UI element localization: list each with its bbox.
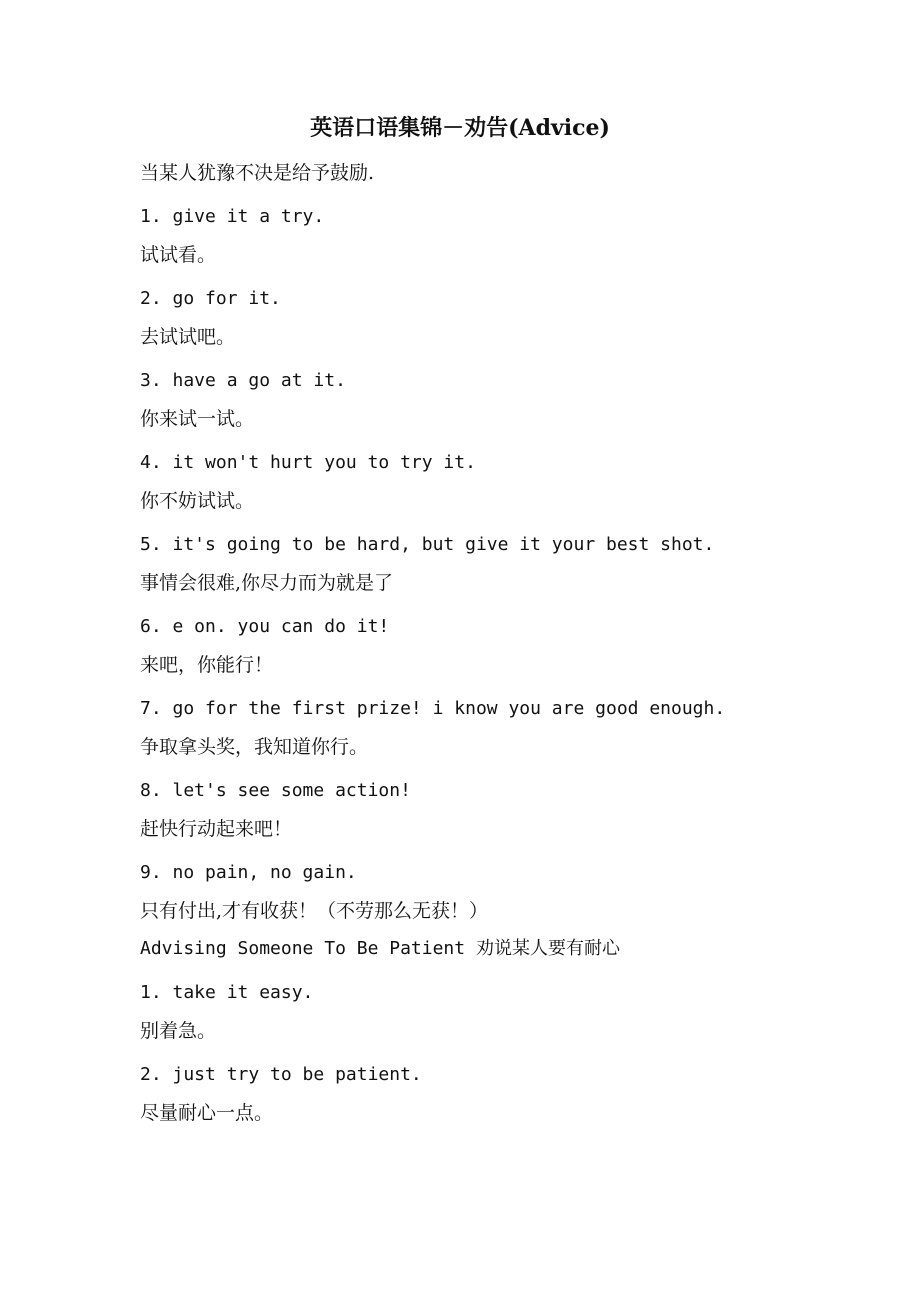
document-title: 英语口语集锦－劝告(Advice) — [310, 115, 610, 141]
phrase-en: 9. no pain, no gain. — [140, 862, 357, 883]
phrase-en: 3. have a go at it. — [140, 370, 346, 391]
phrase-en: 1. take it easy. — [140, 982, 314, 1003]
phrase-en: 2. just try to be patient. — [140, 1064, 422, 1085]
phrase-zh: 赶快行动起来吧！ — [140, 818, 293, 840]
section-heading: Advising Someone To Be Patient 劝说某人要有耐心 — [140, 938, 620, 959]
phrase-en: 2. go for it. — [140, 288, 281, 309]
phrase-zh: 争取拿头奖，我知道你行。 — [140, 736, 369, 758]
phrase-zh: 你来试一试。 — [140, 408, 255, 430]
phrase-en: 5. it's going to be hard, but give it your best shot. — [140, 534, 715, 555]
phrase-zh: 来吧，你能行！ — [140, 654, 274, 676]
phrase-en: 6. e on. you can do it! — [140, 616, 390, 637]
intro-text: 当某人犹豫不决是给予鼓励. — [140, 162, 375, 184]
phrase-zh: 事情会很难,你尽力而为就是了 — [140, 572, 394, 594]
phrase-zh: 只有付出,才有收获！（不劳那么无获！） — [140, 900, 489, 922]
phrase-zh: 别着急。 — [140, 1020, 217, 1042]
phrase-en: 4. it won't hurt you to try it. — [140, 452, 476, 473]
phrase-en: 7. go for the first prize! i know you are good enough. — [140, 698, 726, 719]
phrase-zh: 你不妨试试。 — [140, 490, 255, 512]
phrase-en: 8. let's see some action! — [140, 780, 411, 801]
phrase-en: 1. give it a try. — [140, 206, 325, 227]
phrase-zh: 试试看。 — [140, 244, 217, 266]
phrase-zh: 去试试吧。 — [140, 326, 236, 348]
phrase-zh: 尽量耐心一点。 — [140, 1102, 274, 1124]
document-body — [140, 158, 840, 1142]
